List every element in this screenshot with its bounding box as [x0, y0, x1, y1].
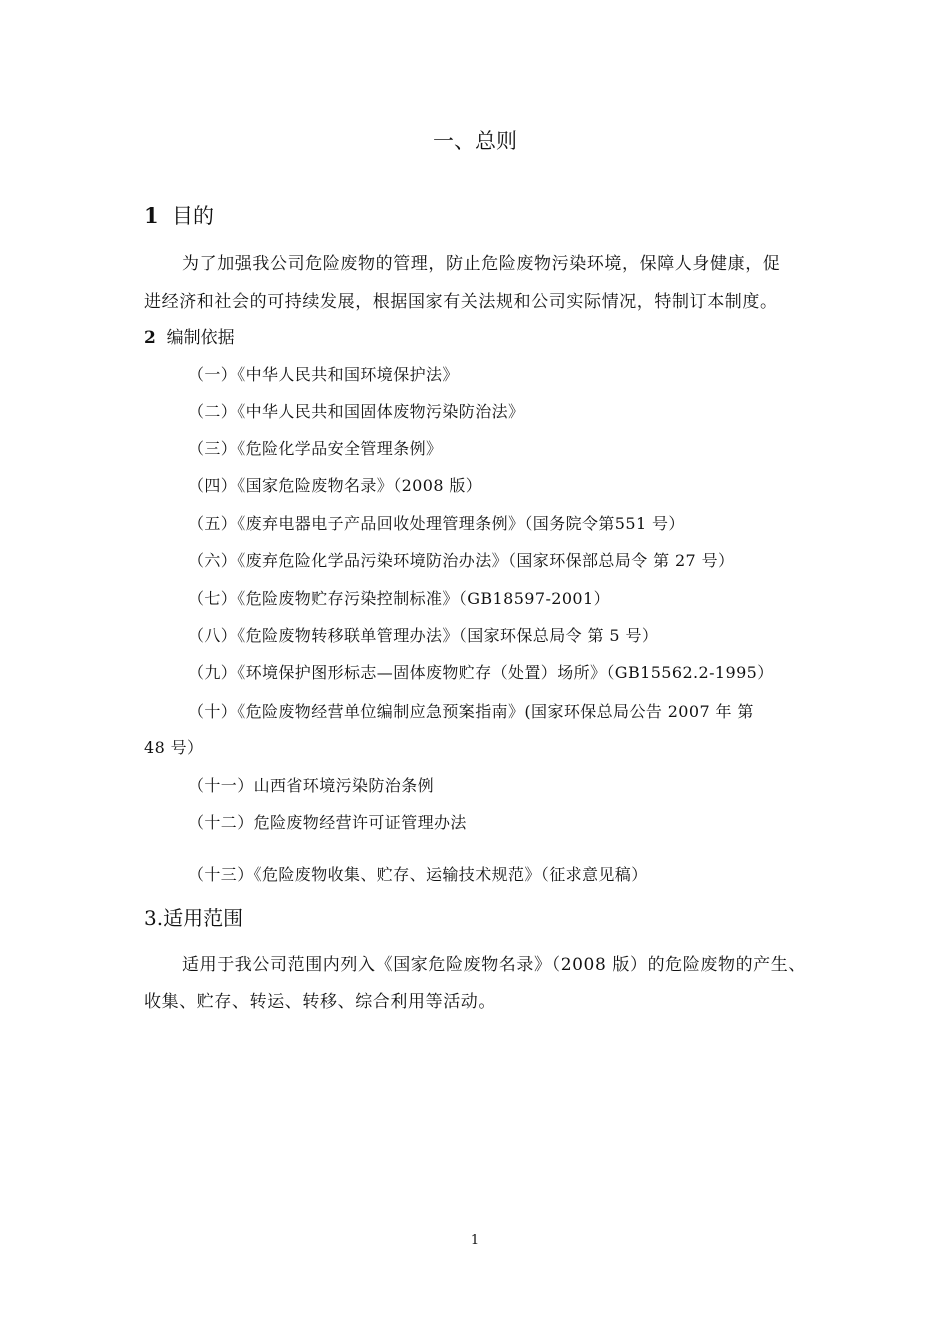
reference-item: （一）《中华人民共和国环境保护法》 [188, 365, 459, 384]
section-2-heading [144, 325, 235, 351]
reference-item: （八）《危险废物转移联单管理办法》（国家环保总局令 第 5 号） [188, 626, 659, 645]
reference-item: （十二）危险废物经营许可证管理办法 [188, 813, 467, 832]
reference-item: （三）《危险化学品安全管理条例》 [188, 439, 443, 458]
reference-item: （十）《危险废物经营单位编制应急预案指南》(国家环保总局公告 2007 年 第 [188, 702, 754, 721]
reference-item-continuation: 48 号） [144, 738, 204, 757]
section-1-number: 1 [144, 203, 159, 228]
reference-item: （七）《危险废物贮存污染控制标准》（GB18597-2001） [188, 589, 610, 608]
section-2-title: 编制依据 [166, 328, 235, 348]
section-1-title: 目的 [171, 204, 214, 228]
section-1-paragraph-line-1: 为了加强我公司危险废物的管理，防止危险废物污染环境，保障人身健康，促 [182, 254, 781, 274]
reference-item: （六）《废弃危险化学品污染环境防治办法》（国家环保部总局令 第 27 号） [188, 551, 735, 570]
reference-item: （二）《中华人民共和国固体废物污染防治法》 [188, 402, 525, 421]
section-1-paragraph-line-2: 进经济和社会的可持续发展，根据国家有关法规和公司实际情况，特制订本制度。 [144, 292, 778, 312]
section-3-paragraph-line-1: 适用于我公司范围内列入《国家危险废物名录》（2008 版）的危险废物的产生、 [182, 955, 806, 975]
page-number: 1 [470, 1233, 480, 1248]
section-3-heading: 3.适用范围 [144, 906, 244, 930]
section-2-number: 2 [144, 328, 156, 348]
reference-item: （四）《国家危险废物名录》（2008 版） [188, 476, 483, 495]
reference-item: （十一）山西省环境污染防治条例 [188, 776, 435, 795]
section-1-heading [144, 201, 214, 231]
reference-item: （五）《废弃电器电子产品回收处理管理条例》（国务院令第551 号） [188, 514, 685, 533]
reference-item: （九）《环境保护图形标志—固体废物贮存（处置）场所》（GB15562.2-1995） [188, 663, 774, 682]
page-title: 一、总则 [433, 129, 517, 153]
reference-item: （十三）《危险废物收集、贮存、运输技术规范》（征求意见稿） [188, 865, 648, 884]
section-3-paragraph-line-2: 收集、贮存、转运、转移、综合利用等活动。 [144, 992, 496, 1012]
